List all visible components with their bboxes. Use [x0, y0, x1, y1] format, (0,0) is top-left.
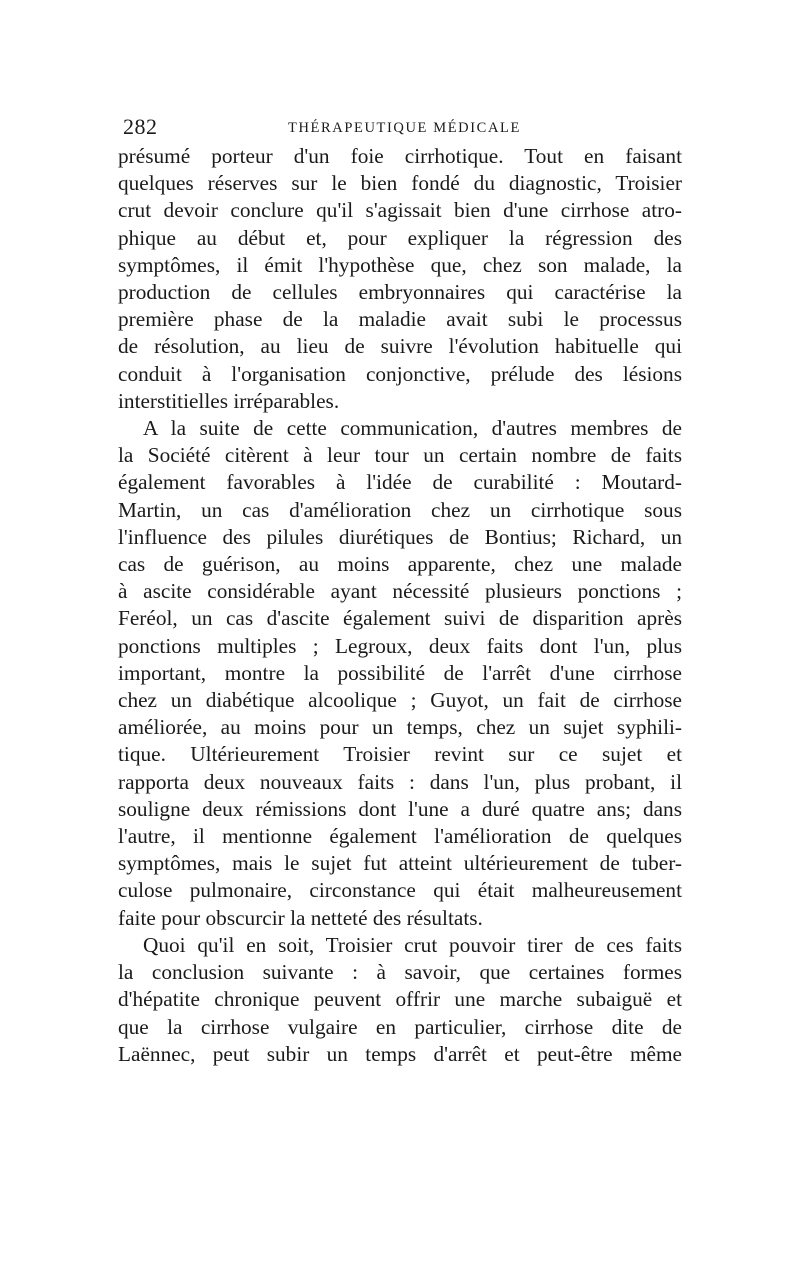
- text-line: Laënnec, peut subir un temps d'arrêt et peut-être même: [118, 1041, 682, 1066]
- text-line: d'hépatite chronique peuvent offrir une marche subaiguë et: [118, 987, 682, 1012]
- text-line: chez un diabétique alcoolique ; Guyot, un fait de cirrhose: [118, 688, 682, 713]
- text-line: conduit à l'organisation conjonctive, prélude des lésions: [118, 361, 682, 386]
- text-line: A la suite de cette communication, d'autres membres de: [143, 416, 682, 441]
- text-line: Quoi qu'il en soit, Troisier crut pouvoir tirer de ces faits: [143, 932, 682, 957]
- running-head: [120, 112, 682, 142]
- text-line: également favorables à l'idée de curabilité : Moutard-: [118, 470, 682, 495]
- text-line: la Société citèrent à leur tour un certain nombre de faits: [118, 443, 682, 468]
- text-line: symptômes, il émit l'hypothèse que, chez son malade, la: [118, 252, 682, 277]
- text-line: Feréol, un cas d'ascite également suivi de disparition après: [118, 606, 682, 631]
- text-line: première phase de la maladie avait subi le processus: [118, 307, 682, 332]
- text-line: de résolution, au lieu de suivre l'évolution habituelle qui: [118, 334, 682, 359]
- text-line: symptômes, mais le sujet fut atteint ultérieurement de tuber-: [118, 851, 682, 876]
- text-line: la conclusion suivante : à savoir, que certaines formes: [118, 960, 682, 985]
- text-line: que la cirrhose vulgaire en particulier, cirrhose dite de: [118, 1014, 682, 1039]
- text-line: ponctions multiples ; Legroux, deux faits dont l'un, plus: [118, 633, 682, 658]
- text-line: rapporta deux nouveaux faits : dans l'un, plus probant, il: [118, 769, 682, 794]
- text-line: quelques réserves sur le bien fondé du diagnostic, Troisier: [118, 171, 682, 196]
- text-line: crut devoir conclure qu'il s'agissait bien d'une cirrhose atro-: [118, 198, 682, 223]
- text-line: cas de guérison, au moins apparente, chez une malade: [118, 552, 682, 577]
- text-line: important, montre la possibilité de l'arrêt d'une cirrhose: [118, 660, 682, 685]
- text-line: améliorée, au moins pour un temps, chez un sujet syphili-: [118, 715, 682, 740]
- text-line: l'influence des pilules diurétiques de Bontius; Richard, un: [118, 524, 682, 549]
- text-line: culose pulmonaire, circonstance qui était malheureusement: [118, 878, 682, 903]
- text-line: présumé porteur d'un foie cirrhotique. Tout en faisant: [118, 144, 682, 168]
- text-line: Martin, un cas d'amélioration chez un cirrhotique sous: [118, 497, 682, 522]
- text-line: faite pour obscurcir la netteté des résultats.: [118, 905, 483, 930]
- text-line: phique au début et, pour expliquer la régression des: [118, 225, 682, 250]
- text-line: production de cellules embryonnaires qui caractérise la: [118, 280, 682, 305]
- body-text: [118, 143, 682, 1068]
- page-number: 282: [123, 114, 158, 139]
- text-line: souligne deux rémissions dont l'une a duré quatre ans; dans: [118, 796, 682, 821]
- text-line: l'autre, il mentionne également l'amélioration de quelques: [118, 824, 682, 849]
- running-title: THÉRAPEUTIQUE MÉDICALE: [288, 120, 521, 136]
- text-line: tique. Ultérieurement Troisier revint sur ce sujet et: [118, 742, 682, 767]
- text-line: à ascite considérable ayant nécessité plusieurs ponctions ;: [118, 579, 682, 604]
- text-line: interstitielles irréparables.: [118, 388, 340, 413]
